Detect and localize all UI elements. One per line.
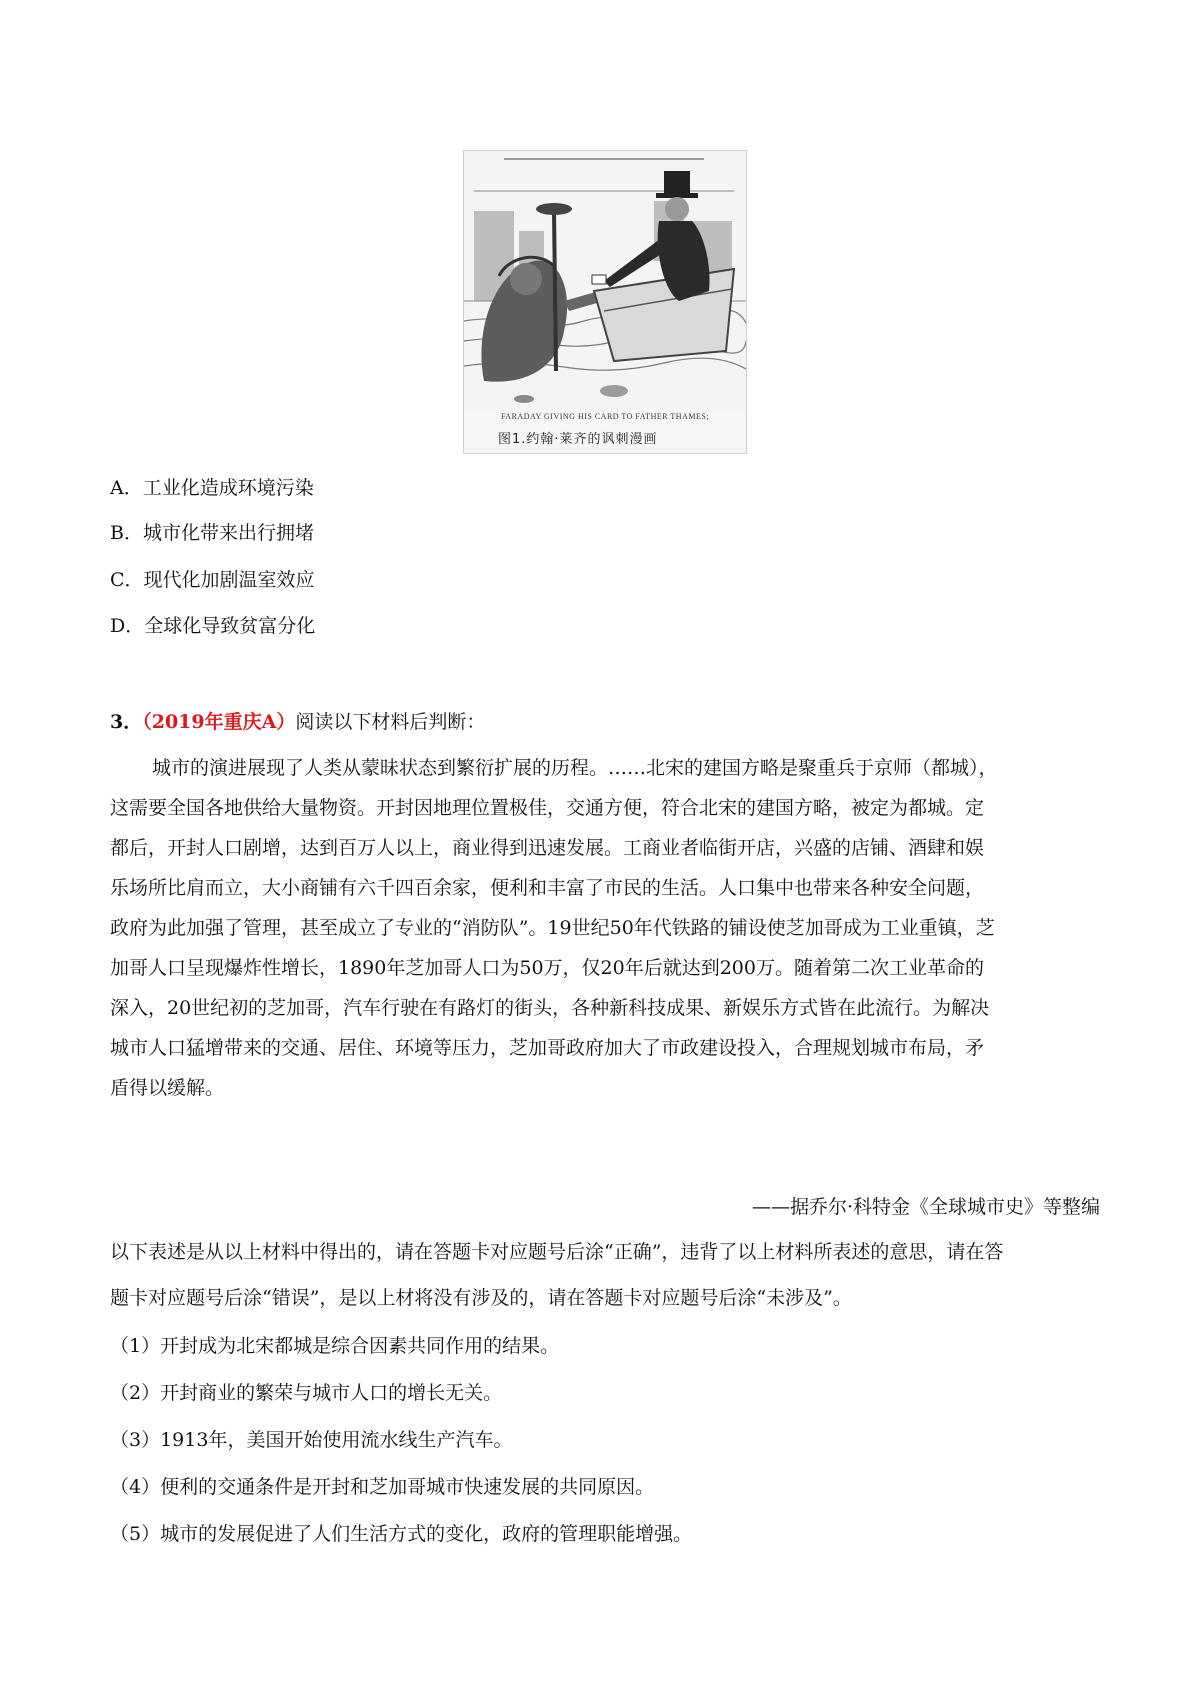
- statement-3: （3）1913年，美国开始使用流水线生产汽车。: [110, 1429, 513, 1451]
- passage-line: 政府为此加强了管理，甚至成立了专业的“消防队”。19世纪50年代铁路的铺设使芝加哥成为工业重镇，芝: [110, 917, 995, 939]
- passage-line: 乐场所比肩而立，大小商铺有六千四百余家，便利和丰富了市民的生活。人口集中也带来各种安全问题，: [110, 877, 985, 899]
- statement-2: （2）开封商业的繁荣与城市人口的增长无关。: [110, 1382, 503, 1404]
- statement-4: （4）便利的交通条件是开封和芝加哥城市快速发展的共同原因。: [110, 1476, 655, 1498]
- question-header: [110, 710, 485, 734]
- option-c: C．现代化加剧温室效应: [110, 569, 315, 591]
- passage-line: 这需要全国各地供给大量物资。开封因地理位置极佳，交通方便，符合北宋的建国方略，被定为都城。定: [110, 797, 985, 819]
- passage-line: 盾得以缓解。: [110, 1077, 225, 1099]
- question-prompt: 阅读以下材料后判断：: [295, 711, 486, 733]
- option-b: B．城市化带来出行拥堵: [110, 522, 314, 544]
- instruction-line: 以下表述是从以上材料中得出的，请在答题卡对应题号后涂“正确”，违背了以上材料所表述的意思，请在答: [110, 1241, 1004, 1263]
- passage: [110, 748, 1100, 1108]
- option-a: A．工业化造成环境污染: [110, 477, 314, 499]
- passage-line: 深入，20世纪初的芝加哥，汽车行驶在有路灯的街头，各种新科技成果、新娱乐方式皆在此流行。为解决: [110, 997, 990, 1019]
- cartoon-image: [463, 150, 747, 454]
- passage-line: 都后，开封人口剧增，达到百万人以上，商业得到迅速发展。工商业者临街开店，兴盛的店铺、酒肆和娱: [110, 837, 985, 859]
- instruction-line: 题卡对应题号后涂“错误”，是以上材将没有涉及的，请在答题卡对应题号后涂“未涉及”。: [110, 1287, 852, 1309]
- question-number: 3．: [110, 711, 143, 733]
- passage-line: 加哥人口呈现爆炸性增长，1890年芝加哥人口为50万，仅20年后就达到200万。随着第二次工业革命的: [110, 957, 984, 979]
- figure-caption: 图1.约翰·莱齐的讽刺漫画: [498, 432, 658, 447]
- statement-5: （5）城市的发展促进了人们生活方式的变化，政府的管理职能增强。: [110, 1523, 693, 1545]
- passage-line: 城市人口猛增带来的交通、居住、环境等压力，芝加哥政府加大了市政建设投入，合理规划城市布局，矛: [110, 1037, 985, 1059]
- option-d: D．全球化导致贫富分化: [110, 615, 316, 637]
- passage-line: 城市的演进展现了人类从蒙昧状态到繁衍扩展的历程。……北宋的建国方略是聚重兵于京师（都城），: [152, 757, 998, 779]
- figure-caption-english: FARADAY GIVING HIS CARD TO FATHER THAMES;: [500, 412, 710, 421]
- statement-1: （1）开封成为北宋都城是综合因素共同作用的结果。: [110, 1335, 560, 1357]
- passage-citation: ——据乔尔·科特金《全球城市史》等整编: [751, 1196, 1100, 1218]
- question-source: （2019年重庆A）: [142, 711, 296, 733]
